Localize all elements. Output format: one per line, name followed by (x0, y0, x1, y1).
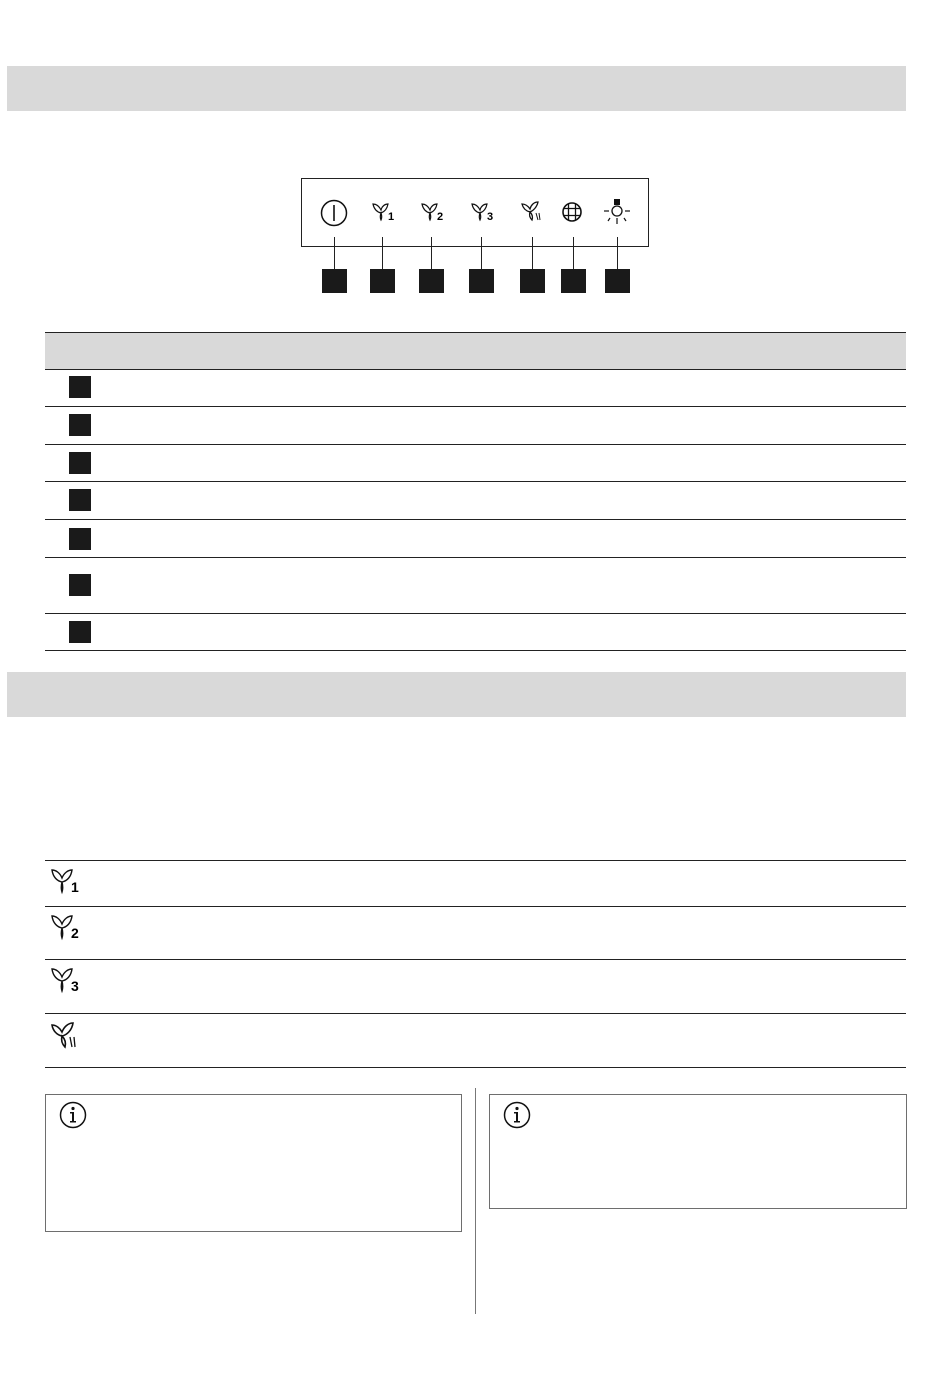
callout-marker (605, 269, 630, 293)
fan-boost-icon (50, 1020, 84, 1050)
leader-line (382, 237, 383, 269)
row-rule (45, 406, 906, 407)
fan-speed-2-icon (50, 913, 84, 941)
callout-marker (370, 269, 395, 293)
svg-text:3: 3 (487, 211, 494, 222)
row-marker (69, 376, 91, 398)
leader-line (573, 237, 574, 269)
row-marker (69, 414, 91, 436)
info-icon (502, 1100, 532, 1130)
callout-marker (469, 269, 494, 293)
row-marker (69, 452, 91, 474)
column-divider (475, 1088, 476, 1314)
fan-boost-icon (520, 200, 544, 222)
callout-marker (520, 269, 545, 293)
row-rule (45, 959, 906, 960)
leader-line (334, 237, 335, 269)
leader-line (617, 237, 618, 269)
row-marker (69, 489, 91, 511)
row-rule (45, 481, 906, 482)
row-rule (45, 557, 906, 558)
info-note-box (489, 1094, 907, 1209)
row-marker (69, 574, 91, 596)
info-note-box (45, 1094, 462, 1232)
fan-speed-1-icon (372, 202, 396, 222)
fan-speed-1-icon (50, 867, 84, 895)
leader-line (431, 237, 432, 269)
fan-speed-3-icon (471, 202, 495, 222)
info-icon (58, 1100, 88, 1130)
light-icon (602, 198, 632, 226)
section-header-bar (7, 66, 906, 111)
table-bottom-rule (45, 650, 906, 651)
table-header-rule (45, 369, 906, 370)
svg-text:2: 2 (437, 211, 444, 222)
svg-text:1: 1 (71, 879, 79, 895)
row-rule (45, 444, 906, 445)
row-rule (45, 519, 906, 520)
row-marker (69, 528, 91, 550)
svg-text:1: 1 (388, 211, 395, 222)
row-marker (69, 621, 91, 643)
fan-speed-3-icon (50, 966, 84, 994)
row-rule (45, 1067, 906, 1068)
row-rule (45, 1013, 906, 1014)
table-header (45, 333, 906, 369)
row-rule (45, 906, 906, 907)
fan-speed-2-icon (421, 202, 445, 222)
power-icon (319, 198, 349, 228)
leader-line (532, 237, 533, 269)
callout-marker (561, 269, 586, 293)
svg-text:2: 2 (71, 925, 79, 941)
svg-text:3: 3 (71, 978, 79, 994)
row-rule (45, 860, 906, 861)
callout-marker (419, 269, 444, 293)
callout-marker (322, 269, 347, 293)
leader-line (481, 237, 482, 269)
section-header-bar (7, 672, 906, 717)
row-rule (45, 613, 906, 614)
grease-filter-icon (561, 201, 583, 223)
